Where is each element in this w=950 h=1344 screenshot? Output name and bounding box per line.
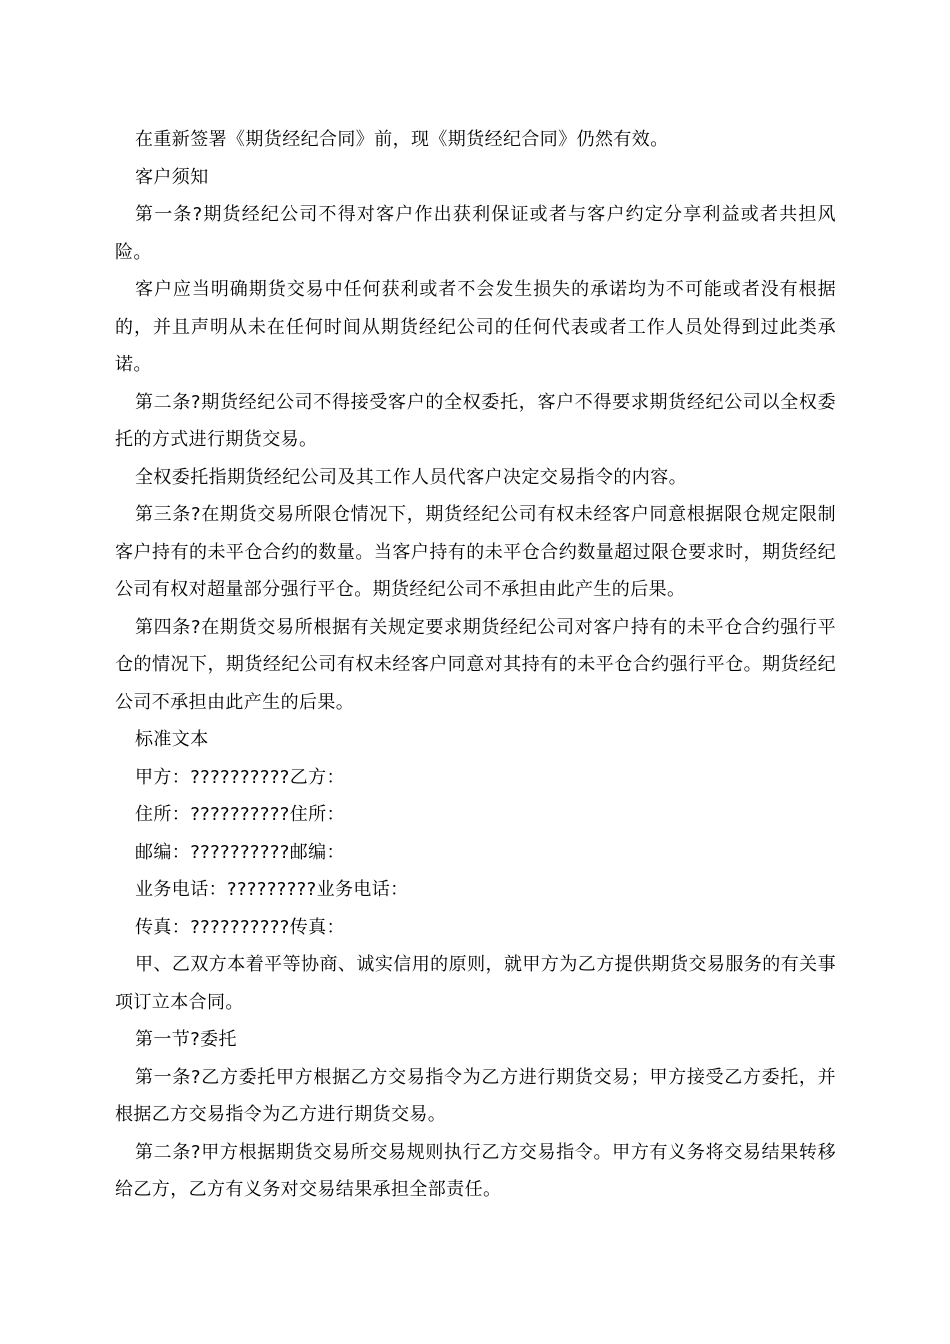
- heading-section-1: 第一节?委托: [135, 1029, 237, 1050]
- paragraph-section-1-article-2: 第二条?甲方根据期货交易所交易规则执行乙方交易指令。甲方有义务将交易结果转移给乙方，乙方有义务对交易结果承担全部责任。: [115, 1141, 836, 1200]
- heading-client-notice: 客户须知: [135, 166, 209, 188]
- heading-standard-text: 标准文本: [135, 729, 209, 750]
- document-body: [115, 121, 836, 1209]
- field-party-names: 甲方：??????????乙方：: [135, 766, 345, 788]
- paragraph-no-profit-promise: 客户应当明确期货交易中任何获利或者不会发生损失的承诺均为不可能或者没有根据的，并且声明从未在任何时间从期货经纪公司的任何代表或者工作人员处得到过此类承诺。: [115, 279, 836, 375]
- paragraph-preamble: 甲、乙双方本着平等协商、诚实信用的原则，就甲方为乙方提供期货交易服务的有关事项订立本合同。: [115, 954, 836, 1013]
- paragraph-article-2: 第二条?期货经纪公司不得接受客户的全权委托，客户不得要求期货经纪公司以全权委托的方式进行期货交易。: [115, 391, 836, 450]
- paragraph-full-mandate-definition: 全权委托指期货经纪公司及其工作人员代客户决定交易指令的内容。: [135, 466, 687, 488]
- paragraph-article-4: 第四条?在期货交易所根据有关规定要求期货经纪公司对客户持有的未平仓合约强行平仓的情况下，期货经纪公司有权未经客户同意对其持有的未平仓合约强行平仓。期货经纪公司不承担由此产生的后果。: [115, 616, 836, 713]
- paragraph-article-3: 第三条?在期货交易所限仓情况下，期货经纪公司有权未经客户同意根据限仓规定限制客户持有的未平仓合约的数量。当客户持有的未平仓合约数量超过限仓要求时，期货经纪公司有权对超量部分强行平仓。期货经纪公司不承担由此产生的后果。: [115, 504, 836, 600]
- field-postcode: 邮编：??????????邮编：: [135, 841, 345, 863]
- field-business-phone: 业务电话：?????????业务电话：: [135, 879, 409, 900]
- paragraph-section-1-article-1: 第一条?乙方委托甲方根据乙方交易指令为乙方进行期货交易；甲方接受乙方委托，并根据乙方交易指令为乙方进行期货交易。: [115, 1066, 836, 1125]
- paragraph-article-1: 第一条?期货经纪公司不得对客户作出获利保证或者与客户约定分享利益或者共担风险。: [115, 204, 836, 263]
- field-address: 住所：??????????住所：: [135, 804, 345, 825]
- field-fax: 传真：??????????传真：: [135, 916, 345, 938]
- paragraph-contract-validity: 在重新签署《期货经纪合同》前，现《期货经纪合同》仍然有效。: [135, 129, 669, 150]
